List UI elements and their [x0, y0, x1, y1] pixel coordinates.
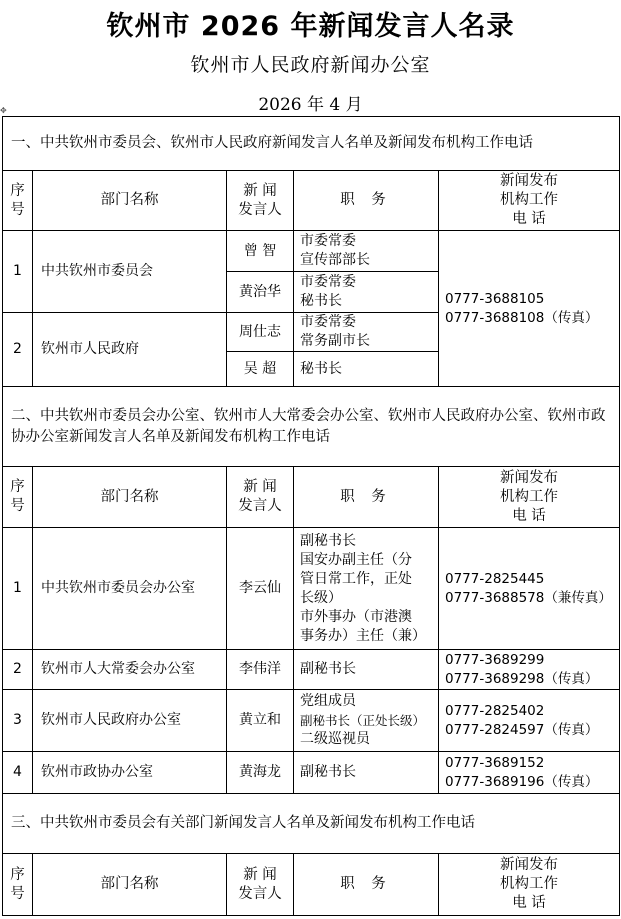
row-no: 2 [3, 650, 33, 690]
col-phone-header: 新闻发布 机构工作 电 话 [439, 854, 620, 916]
phone: 0777-2825445 0777-3688578（兼传真） [439, 528, 620, 650]
section-2-heading: 二、中共钦州市委员会办公室、钦州市人大常委会办公室、钦州市人民政府办公室、钦州市政协办公室新闻发言人名单及新闻发布机构工作电话 [3, 387, 620, 467]
header-row [3, 171, 620, 231]
col-position-header: 职 务 [294, 854, 439, 916]
col-no-header: 序 号 [3, 854, 33, 916]
position: 副秘书长 [294, 752, 439, 794]
spokesman-name: 李云仙 [227, 528, 294, 650]
spokesman-name: 黄治华 [227, 272, 294, 313]
col-dept-header: 部门名称 [33, 854, 227, 916]
position: 秘书长 [294, 352, 439, 387]
section-3-heading: 三、中共钦州市委员会有关部门新闻发言人名单及新闻发布机构工作电话 [3, 794, 620, 854]
spokesman-name: 周仕志 [227, 313, 294, 352]
table-row [3, 752, 620, 794]
table-move-handle-icon[interactable]: ✥ [0, 106, 7, 115]
spokesman-name: 李伟洋 [227, 650, 294, 690]
col-spokesman-header: 新 闻 发言人 [227, 467, 294, 528]
position: 市委常委 宣传部部长 [294, 231, 439, 272]
col-phone-header: 新闻发布 机构工作 电 话 [439, 467, 620, 528]
section-heading-row [3, 387, 620, 467]
section-heading-row [3, 794, 620, 854]
position: 市委常委 常务副市长 [294, 313, 439, 352]
section-1-heading: 一、中共钦州市委员会、钦州市人民政府新闻发言人名单及新闻发布机构工作电话 [3, 117, 620, 171]
position: 党组成员 副秘书长（正处长级） 二级巡视员 [294, 690, 439, 752]
dept-name: 钦州市人民政府办公室 [33, 690, 227, 752]
spokesman-name: 吴 超 [227, 352, 294, 387]
spokesman-name: 曾 智 [227, 231, 294, 272]
row-no: 4 [3, 752, 33, 794]
header-row [3, 854, 620, 916]
table-row [3, 650, 620, 690]
spokesman-name: 黄立和 [227, 690, 294, 752]
col-no-header: 序 号 [3, 171, 33, 231]
phone: 0777-2825402 0777-2824597（传真） [439, 690, 620, 752]
dept-name: 钦州市人大常委会办公室 [33, 650, 227, 690]
col-dept-header: 部门名称 [33, 467, 227, 528]
section-heading-row [3, 117, 620, 171]
row-no: 1 [3, 231, 33, 313]
dept-name: 中共钦州市委员会 [33, 231, 227, 313]
col-phone-header: 新闻发布 机构工作 电 话 [439, 171, 620, 231]
dept-name: 钦州市政协办公室 [33, 752, 227, 794]
position: 市委常委 秘书长 [294, 272, 439, 313]
col-position-header: 职 务 [294, 467, 439, 528]
row-no: 1 [3, 528, 33, 650]
phone: 0777-3689299 0777-3689298（传真） [439, 650, 620, 690]
col-dept-header: 部门名称 [33, 171, 227, 231]
spokesman-name: 黄海龙 [227, 752, 294, 794]
dept-name: 中共钦州市委员会办公室 [33, 528, 227, 650]
issuer: 钦州市人民政府新闻办公室 [190, 54, 431, 76]
table-row [3, 231, 620, 272]
dept-name: 钦州市人民政府 [33, 313, 227, 387]
row-no: 3 [3, 690, 33, 752]
issue-date: 2026 年 4 月 [258, 95, 363, 115]
col-position-header: 职 务 [294, 171, 439, 231]
col-no-header: 序 号 [3, 467, 33, 528]
page-title: 钦州市 2026 年新闻发言人名录 [106, 11, 515, 42]
col-spokesman-header: 新 闻 发言人 [227, 854, 294, 916]
position: 副秘书长 国安办副主任（分 管日常工作，正处 长级） 市外事办（市港澳 事务办）主任（兼） [294, 528, 439, 650]
phone: 0777-3688105 0777-3688108（传真） [439, 231, 620, 387]
col-spokesman-header: 新 闻 发言人 [227, 171, 294, 231]
phone: 0777-3689152 0777-3689196（传真） [439, 752, 620, 794]
table-row [3, 690, 620, 752]
spokesman-table [2, 116, 620, 916]
position: 副秘书长 [294, 650, 439, 690]
table-row [3, 528, 620, 650]
row-no: 2 [3, 313, 33, 387]
header-row [3, 467, 620, 528]
